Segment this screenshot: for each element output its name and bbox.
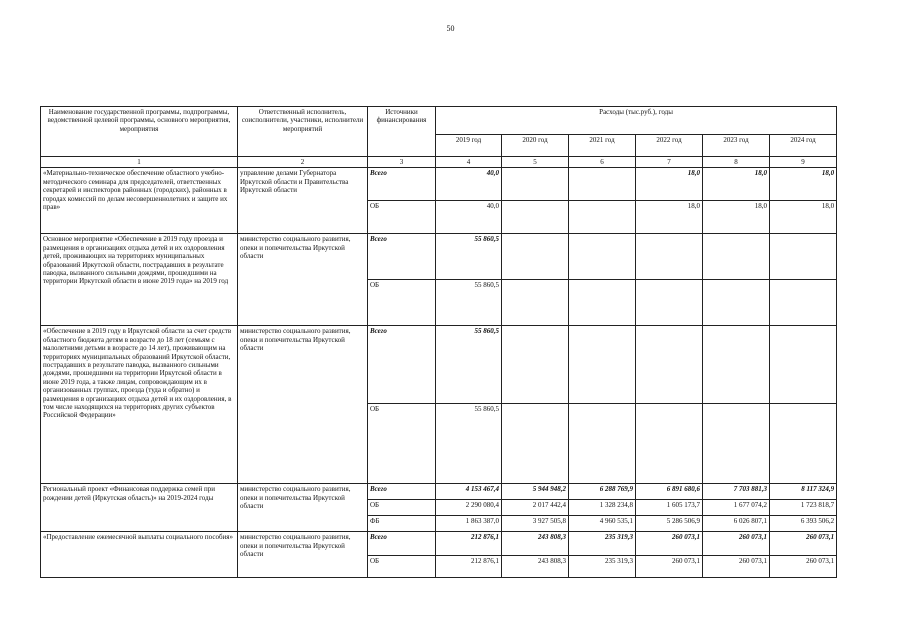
column-number: 3 [368,157,436,168]
value-cell: 18,0 [770,201,837,234]
value-cell: 55 860,5 [436,326,502,404]
source-label: Всего [368,532,436,556]
value-cell: 7 703 881,3 [703,484,770,500]
value-cell [636,326,703,404]
program-name: «Предоставление ежемесячной выплаты социального пособия» [41,532,238,578]
value-cell: 1 863 387,0 [436,516,502,532]
header-year: 2023 год [703,135,770,157]
value-cell [569,404,636,484]
table-row [41,168,837,201]
value-cell [502,280,569,326]
header-year: 2024 год [770,135,837,157]
value-cell [569,234,636,280]
program-name: Региональный проект «Финансовая поддержка семей при рождении детей (Иркутская область)» на 2019-2024 годы [41,484,238,532]
program-name: Основное мероприятие «Обеспечение в 2019 году проезда и размещения в организациях отдыха детей и их оздоровления детей, проживающих на территориях муниципальных образований Иркутской области, пострадавших в результате паводка, вызванного сильными дождями, прошедшими на территории Иркутской области в июне 2019 года» на 2019 год [41,234,238,326]
value-cell: 18,0 [636,168,703,201]
header-expenses: Расходы (тыс.руб.), годы [436,107,837,135]
value-cell: 6 393 506,2 [770,516,837,532]
value-cell: 5 944 948,2 [502,484,569,500]
value-cell: 1 723 818,7 [770,500,837,516]
value-cell: 40,0 [436,168,502,201]
value-cell: 235 319,3 [569,532,636,556]
value-cell [703,280,770,326]
header-year: 2022 год [636,135,703,157]
value-cell [636,404,703,484]
value-cell [703,404,770,484]
column-number: 6 [569,157,636,168]
value-cell: 260 073,1 [770,532,837,556]
column-number: 7 [636,157,703,168]
value-cell: 55 860,5 [436,404,502,484]
value-cell: 18,0 [703,201,770,234]
header-year: 2019 год [436,135,502,157]
table-row [41,234,837,280]
value-cell: 1 677 074,2 [703,500,770,516]
header-name: Наименование государственной программы, подпрограммы, ведомственной целевой программы, основного мероприятия, мероприятия [41,107,238,157]
budget-table [40,106,837,578]
table-row [41,532,837,556]
column-number: 1 [41,157,238,168]
value-cell: 2 017 442,4 [502,500,569,516]
source-label: Всего [368,326,436,404]
value-cell: 260 073,1 [636,532,703,556]
value-cell [569,326,636,404]
value-cell: 1 605 173,7 [636,500,703,516]
page-number: 50 [446,24,455,33]
column-number: 2 [238,157,368,168]
program-executor: управление делами Губернатора Иркутской области и Правительства Иркутской области [238,168,368,234]
column-number: 8 [703,157,770,168]
value-cell [636,234,703,280]
source-label: ФБ [368,516,436,532]
value-cell: 235 319,3 [569,556,636,578]
header-year: 2021 год [569,135,636,157]
value-cell: 3 927 505,8 [502,516,569,532]
value-cell: 40,0 [436,201,502,234]
source-label: Всего [368,484,436,500]
value-cell [569,168,636,201]
table-row [41,484,837,500]
source-label: ОБ [368,201,436,234]
program-name: «Материально-техническое обеспечение областного учебно-методического семинара для председателей, ответственных секретарей и инспекторов районных (городских), районных в городах комиссий по делам несовершеннолетних и защите их прав» [41,168,238,234]
value-cell [770,326,837,404]
value-cell [770,234,837,280]
source-label: ОБ [368,404,436,484]
value-cell [770,404,837,484]
value-cell [502,234,569,280]
header-sources: Источники финансирования [368,107,436,157]
program-executor: министерство социального развития, опеки и попечительства Иркутской области [238,532,368,578]
value-cell: 260 073,1 [703,556,770,578]
column-number: 9 [770,157,837,168]
source-label: ОБ [368,280,436,326]
value-cell: 55 860,5 [436,280,502,326]
source-label: Всего [368,168,436,201]
value-cell [502,404,569,484]
program-executor: министерство социального развития, опеки и попечительства Иркутской области [238,234,368,326]
header-year: 2020 год [502,135,569,157]
value-cell [502,326,569,404]
value-cell: 6 288 769,9 [569,484,636,500]
table-row [41,326,837,404]
value-cell [569,201,636,234]
column-number-row [41,157,837,168]
value-cell: 243 808,3 [502,532,569,556]
value-cell: 212 876,1 [436,556,502,578]
value-cell: 18,0 [770,168,837,201]
value-cell: 212 876,1 [436,532,502,556]
column-number: 4 [436,157,502,168]
value-cell: 243 808,3 [502,556,569,578]
program-name: «Обеспечение в 2019 году в Иркутской области за счет средств областного бюджета детям в возрасте до 18 лет (семьям с малолетними детьми в возрасте до 14 лет), проживающим на территориях муниципальных образований Иркутской области, пострадавших в результате паводка, вызванного сильными дождями, прошедшими на территории Иркутской области в июне 2019 года, а также лицам, сопровождающим их в организованных группах, проезда (туда и обратно) и размещения в организациях отдыха детей и их оздоровления, в том числе находящихся на территориях других субъектов Российской Федерации» [41,326,238,484]
value-cell: 1 328 234,8 [569,500,636,516]
source-label: ОБ [368,500,436,516]
value-cell [636,280,703,326]
value-cell: 55 860,5 [436,234,502,280]
program-executor: министерство социального развития, опеки и попечительства Иркутской области [238,326,368,484]
value-cell [770,280,837,326]
value-cell: 260 073,1 [770,556,837,578]
value-cell: 2 290 080,4 [436,500,502,516]
value-cell [703,234,770,280]
header-executor: Ответственный исполнитель, соисполнители, участники, исполнители мероприятий [238,107,368,157]
value-cell: 4 153 467,4 [436,484,502,500]
value-cell: 18,0 [636,201,703,234]
value-cell: 6 891 680,6 [636,484,703,500]
program-executor: министерство социального развития, опеки и попечительства Иркутской области [238,484,368,532]
value-cell: 8 117 324,9 [770,484,837,500]
value-cell [502,201,569,234]
column-number: 5 [502,157,569,168]
value-cell [569,280,636,326]
source-label: Всего [368,234,436,280]
value-cell: 5 286 506,9 [636,516,703,532]
value-cell: 260 073,1 [636,556,703,578]
value-cell [703,326,770,404]
value-cell: 18,0 [703,168,770,201]
value-cell [502,168,569,201]
value-cell: 4 960 535,1 [569,516,636,532]
value-cell: 260 073,1 [703,532,770,556]
value-cell: 6 026 807,1 [703,516,770,532]
source-label: ОБ [368,556,436,578]
